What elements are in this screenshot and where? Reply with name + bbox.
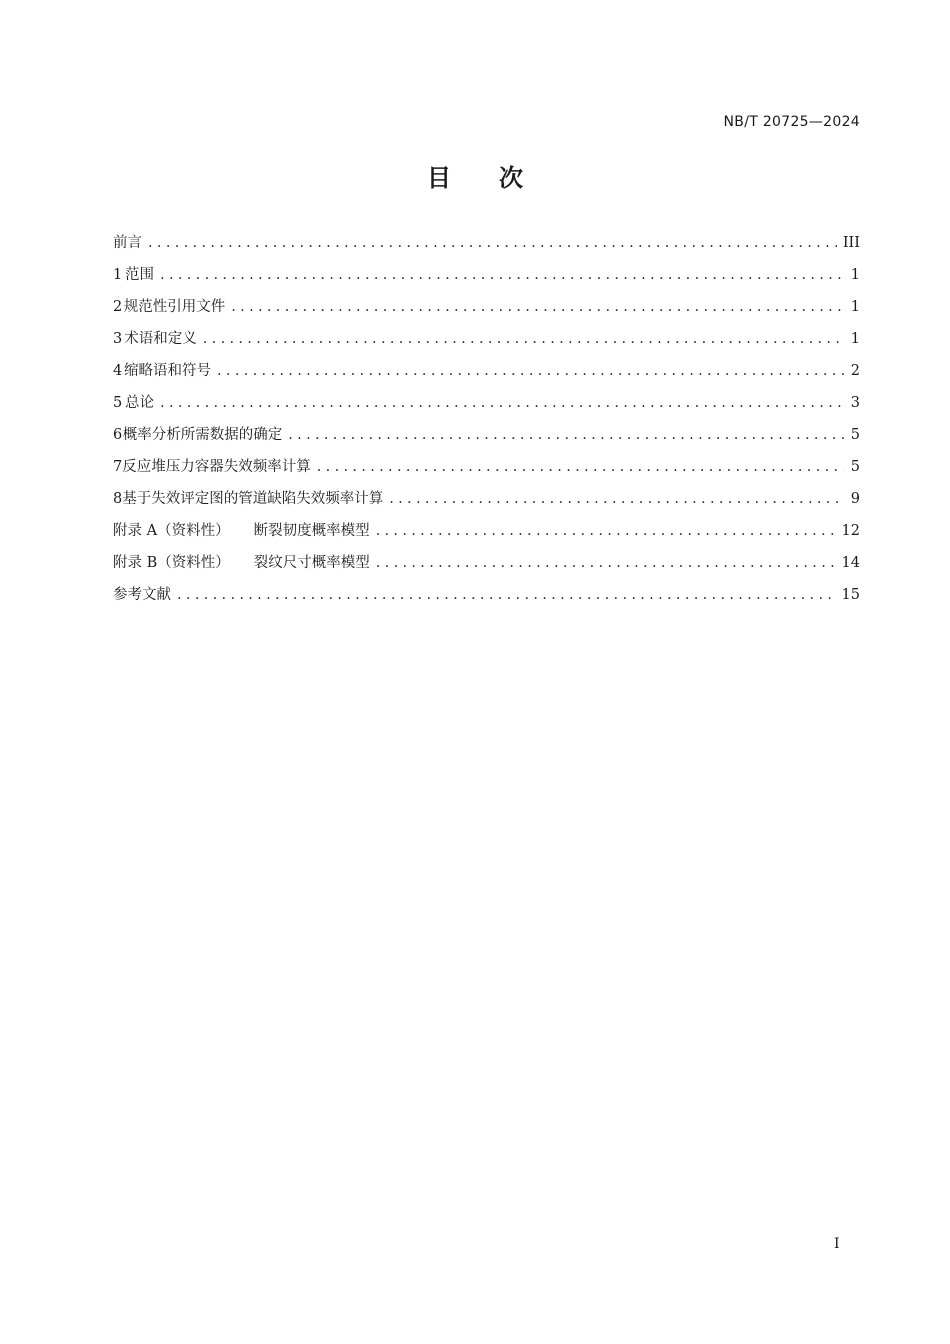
toc-entry-label: 基于失效评定图的管道缺陷失效频率计算 [122, 491, 384, 507]
toc-entry-number: 8 [113, 491, 123, 507]
toc-entry-page: 3 [850, 395, 860, 411]
dot-leader [288, 419, 844, 451]
appendix-designation: 附录 B（资料性） [113, 555, 230, 571]
toc-entry-label: 反应堆压力容器失效频率计算 [122, 459, 311, 475]
toc-entry-appendix-b[interactable] [113, 547, 860, 579]
toc-title-char: 目 [427, 164, 451, 192]
toc-entry-data-determination[interactable] [113, 419, 860, 451]
toc-entry-label: 总论 [125, 395, 155, 411]
toc-entry-number: 6 [113, 427, 123, 443]
toc-entry-number: 5 [113, 395, 123, 411]
toc-entry-number: 7 [113, 459, 123, 475]
toc-entry-label: 参考文献 [113, 587, 171, 603]
toc-entry-foreword[interactable] [113, 227, 860, 259]
dot-leader [203, 323, 844, 355]
toc-entry-abbreviations[interactable] [113, 355, 860, 387]
toc-entry-general[interactable] [113, 387, 860, 419]
toc-entry-appendix-a[interactable] [113, 515, 860, 547]
toc-entry-label: 缩略语和符号 [124, 363, 212, 379]
table-of-contents [113, 227, 860, 611]
page-number: I [834, 1236, 840, 1252]
toc-entry-page: 14 [841, 555, 860, 571]
appendix-designation: 附录 A（资料性） [113, 523, 230, 539]
toc-title-char: 次 [499, 164, 523, 192]
dot-leader [160, 259, 844, 291]
toc-entry-page: 1 [850, 331, 860, 347]
toc-entry-page: III [842, 235, 860, 251]
toc-entry-page: 12 [841, 523, 860, 539]
toc-entry-pipe-defect-failure[interactable] [113, 483, 860, 515]
toc-entry-label: 术语和定义 [124, 331, 197, 347]
dot-leader [376, 515, 836, 547]
toc-entry-scope[interactable] [113, 259, 860, 291]
appendix-title: 裂纹尺寸概率模型 [253, 555, 370, 571]
toc-entry-page: 1 [850, 267, 860, 283]
dot-leader [231, 291, 844, 323]
toc-entry-terms[interactable] [113, 323, 860, 355]
dot-leader [376, 547, 836, 579]
toc-entry-label [113, 515, 370, 547]
toc-title [0, 158, 950, 193]
toc-entry-number: 2 [113, 299, 123, 315]
appendix-title: 断裂韧度概率模型 [253, 523, 370, 539]
toc-entry-number: 1 [113, 267, 123, 283]
toc-entry-label: 范围 [125, 267, 155, 283]
toc-entry-page: 9 [850, 491, 860, 507]
dot-leader [389, 483, 844, 515]
toc-entry-number: 3 [113, 331, 123, 347]
toc-entry-page: 5 [850, 427, 860, 443]
toc-entry-page: 1 [850, 299, 860, 315]
toc-entry-bibliography[interactable] [113, 579, 860, 611]
dot-leader [148, 227, 837, 259]
toc-entry-number: 4 [113, 363, 123, 379]
toc-entry-page: 2 [850, 363, 860, 379]
dot-leader [160, 387, 844, 419]
toc-entry-label: 规范性引用文件 [123, 299, 226, 315]
toc-entry-page: 15 [841, 587, 860, 603]
toc-entry-label: 前言 [113, 235, 142, 251]
toc-entry-page: 5 [850, 459, 860, 475]
toc-entry-label [113, 547, 370, 579]
document-code: NB/T 20725—2024 [723, 114, 860, 130]
dot-leader [317, 451, 844, 483]
toc-entry-normative-references[interactable] [113, 291, 860, 323]
toc-entry-rpv-failure[interactable] [113, 451, 860, 483]
dot-leader [177, 579, 836, 611]
dot-leader [217, 355, 844, 387]
toc-entry-label: 概率分析所需数据的确定 [122, 427, 283, 443]
